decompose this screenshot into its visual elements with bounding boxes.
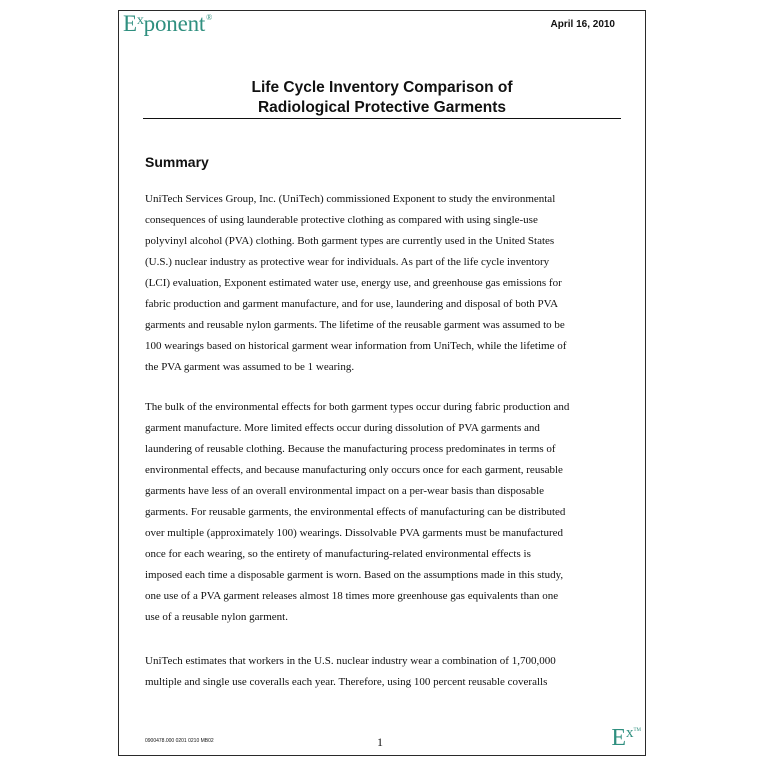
document-date: April 16, 2010 <box>550 19 615 30</box>
title-divider <box>143 118 621 119</box>
paragraph-line: UniTech estimates that workers in the U.S. nuclear industry wear a combination of 1,700,000 <box>145 655 556 667</box>
logo-registered-mark: ® <box>206 13 212 22</box>
document-title <box>143 78 621 118</box>
document-page <box>118 10 646 756</box>
exponent-footer-logo <box>611 725 641 752</box>
summary-paragraph-2 <box>145 397 621 628</box>
title-line-2: Radiological Protective Garments <box>257 99 507 116</box>
paragraph-line: The bulk of the environmental effects for both garment types occur during fabric production and <box>145 401 570 413</box>
paragraph-line: laundering of reusable clothing. Because the manufacturing process predominates in terms of <box>145 443 556 455</box>
paragraph-line: (U.S.) nuclear industry as protective wear for individuals. As part of the life cycle inventory <box>145 256 550 268</box>
paragraph-line: garment manufacture. More limited effects occur during dissolution of PVA garments and <box>145 422 540 434</box>
paragraph-line: garments. For reusable garments, the environmental effects of manufacturing can be distributed <box>145 506 566 518</box>
summary-paragraph-3 <box>145 651 621 693</box>
title-line-1: Life Cycle Inventory Comparison of <box>251 79 513 96</box>
logo-suffix: ponent <box>143 11 206 36</box>
paragraph-line: one use of a PVA garment releases almost 18 times more greenhouse gas equivalents than one <box>145 590 559 602</box>
paragraph-line: fabric production and garment manufacture, and for use, laundering and disposal of both PVA <box>145 298 559 310</box>
paragraph-line: the PVA garment was assumed to be 1 wearing. <box>145 361 355 373</box>
footer-logo-superscript: x <box>626 725 634 741</box>
logo-superscript: x <box>136 13 144 28</box>
logo-prefix: E <box>123 11 137 36</box>
paragraph-line: multiple and single use coveralls each year. Therefore, using 100 percent reusable coveralls <box>145 676 548 688</box>
summary-paragraph-1 <box>145 189 621 378</box>
exponent-logo <box>123 11 212 37</box>
paragraph-line: polyvinyl alcohol (PVA) clothing. Both garment types are currently used in the United States <box>145 235 555 247</box>
paragraph-line: consequences of using launderable protective clothing as compared with using single-use <box>145 214 538 226</box>
paragraph-line: environmental effects, and because manufacturing only occurs once for each garment, reusable <box>145 464 563 476</box>
document-code: 0900478.000 0201 0210 MB02 <box>145 738 214 744</box>
footer-logo-prefix: E <box>611 725 626 751</box>
footer-logo-trademark: TM <box>633 728 641 733</box>
paragraph-line: UniTech Services Group, Inc. (UniTech) commissioned Exponent to study the environmental <box>145 193 556 205</box>
paragraph-line: garments have less of an overall environmental impact on a per-wear basis than disposable <box>145 485 545 497</box>
paragraph-line: garments and reusable nylon garments. The lifetime of the reusable garment was assumed to be <box>145 319 565 331</box>
page-number: 1 <box>377 735 383 749</box>
paragraph-line: over multiple (approximately 100) wearings. Dissolvable PVA garments must be manufactured <box>145 527 564 539</box>
paragraph-line: (LCI) evaluation, Exponent estimated water use, energy use, and greenhouse gas emissions for <box>145 277 562 289</box>
paragraph-line: 100 wearings based on historical garment wear information from UniTech, while the lifetime of <box>145 340 567 352</box>
paragraph-line: imposed each time a disposable garment is worn. Based on the assumptions made in this study, <box>145 569 564 581</box>
section-heading-summary: Summary <box>145 154 209 170</box>
paragraph-line: use of a reusable nylon garment. <box>145 611 288 623</box>
paragraph-line: once for each wearing, so the entirety of manufacturing-related environmental effects is <box>145 548 531 560</box>
